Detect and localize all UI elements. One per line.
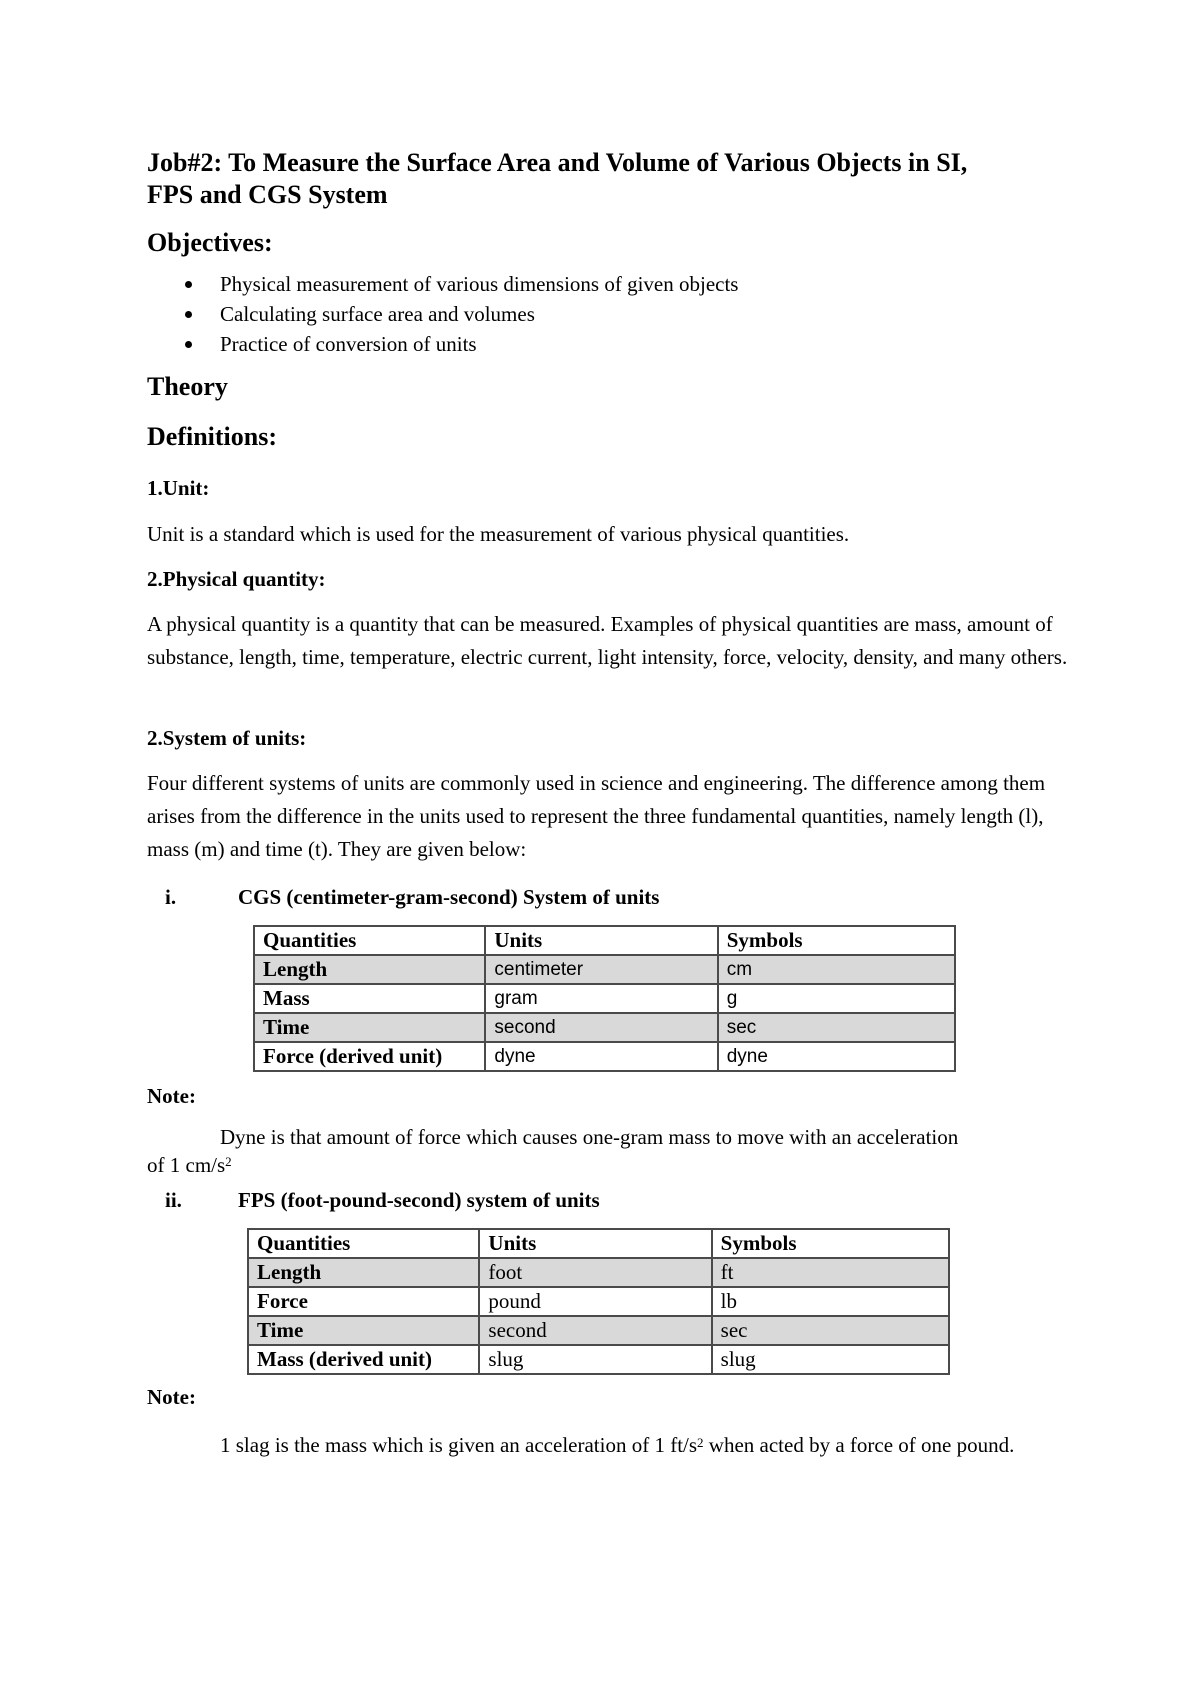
- definition-physical-quantity-text: A physical quantity is a quantity that can be measured. Examples of physical quantities are mass, amount of substance, length, time, temperature, electric current, light intensity, force, velocity, density, and many others.: [147, 612, 1068, 669]
- document-title: [147, 147, 967, 211]
- table-row: Force pound lb: [248, 1287, 949, 1316]
- table-row: Time second sec: [248, 1316, 949, 1345]
- list-item: Calculating surface area and volumes: [147, 299, 738, 329]
- bullet-icon: [185, 311, 192, 318]
- table-row: Force (derived unit) dyne dyne: [254, 1042, 955, 1071]
- cgs-heading: [165, 885, 659, 910]
- fps-units-table: [247, 1228, 950, 1375]
- theory-heading: Theory: [147, 372, 228, 401]
- cgs-numeral: i.: [165, 885, 177, 909]
- table-header-row: Quantities Units Symbols: [248, 1229, 949, 1258]
- list-item: Physical measurement of various dimensions of given objects: [147, 269, 738, 299]
- fps-heading-text: FPS (foot-pound-second) system of units: [238, 1188, 600, 1212]
- table-row: Mass (derived unit) slug slug: [248, 1345, 949, 1374]
- title-line-2: FPS and CGS System: [147, 180, 388, 209]
- list-item: Practice of conversion of units: [147, 329, 738, 359]
- cgs-note-label: Note:: [147, 1084, 196, 1108]
- bullet-icon: [185, 341, 192, 348]
- definition-system-of-units-text: Four different systems of units are commonly used in science and engineering. The difference among them arises from the difference in the units used to represent the three fundamental quantities, namely length (l), mass (m) and time (t). They are given below:: [147, 771, 1046, 861]
- title-line-1: Job#2: To Measure the Surface Area and Volume of Various Objects in SI,: [147, 148, 968, 177]
- definition-physical-quantity-heading: 2.Physical quantity:: [147, 567, 326, 591]
- definition-unit-text: Unit is a standard which is used for the measurement of various physical quantities.: [147, 522, 850, 546]
- objectives-list: [147, 269, 738, 359]
- definition-unit-heading: 1.Unit:: [147, 476, 210, 500]
- table-row: Mass gram g: [254, 984, 955, 1013]
- cgs-units-table: [253, 925, 956, 1072]
- objectives-heading: Objectives:: [147, 228, 273, 257]
- definitions-heading: Definitions:: [147, 422, 277, 451]
- bullet-icon: [185, 281, 192, 288]
- fps-heading: [165, 1188, 600, 1213]
- table-row: Length centimeter cm: [254, 955, 955, 984]
- table-header-row: Quantities Units Symbols: [254, 926, 955, 955]
- cgs-heading-text: CGS (centimeter-gram-second) System of units: [238, 885, 660, 909]
- cgs-note-text: Dyne is that amount of force which causes one-gram mass to move with an acceleration of 1 $cm/s^2$: [147, 1125, 959, 1177]
- table-row: Time second sec: [254, 1013, 955, 1042]
- definition-system-of-units-heading: 2.System of units:: [147, 726, 307, 750]
- fps-note-text: 1 slag is the mass which is given an acceleration of 1 $ft/s^2$ when acted by a force of one pound.: [220, 1433, 1015, 1457]
- table-row: Length foot ft: [248, 1258, 949, 1287]
- fps-note-label: Note:: [147, 1385, 196, 1409]
- fps-numeral: ii.: [165, 1188, 182, 1212]
